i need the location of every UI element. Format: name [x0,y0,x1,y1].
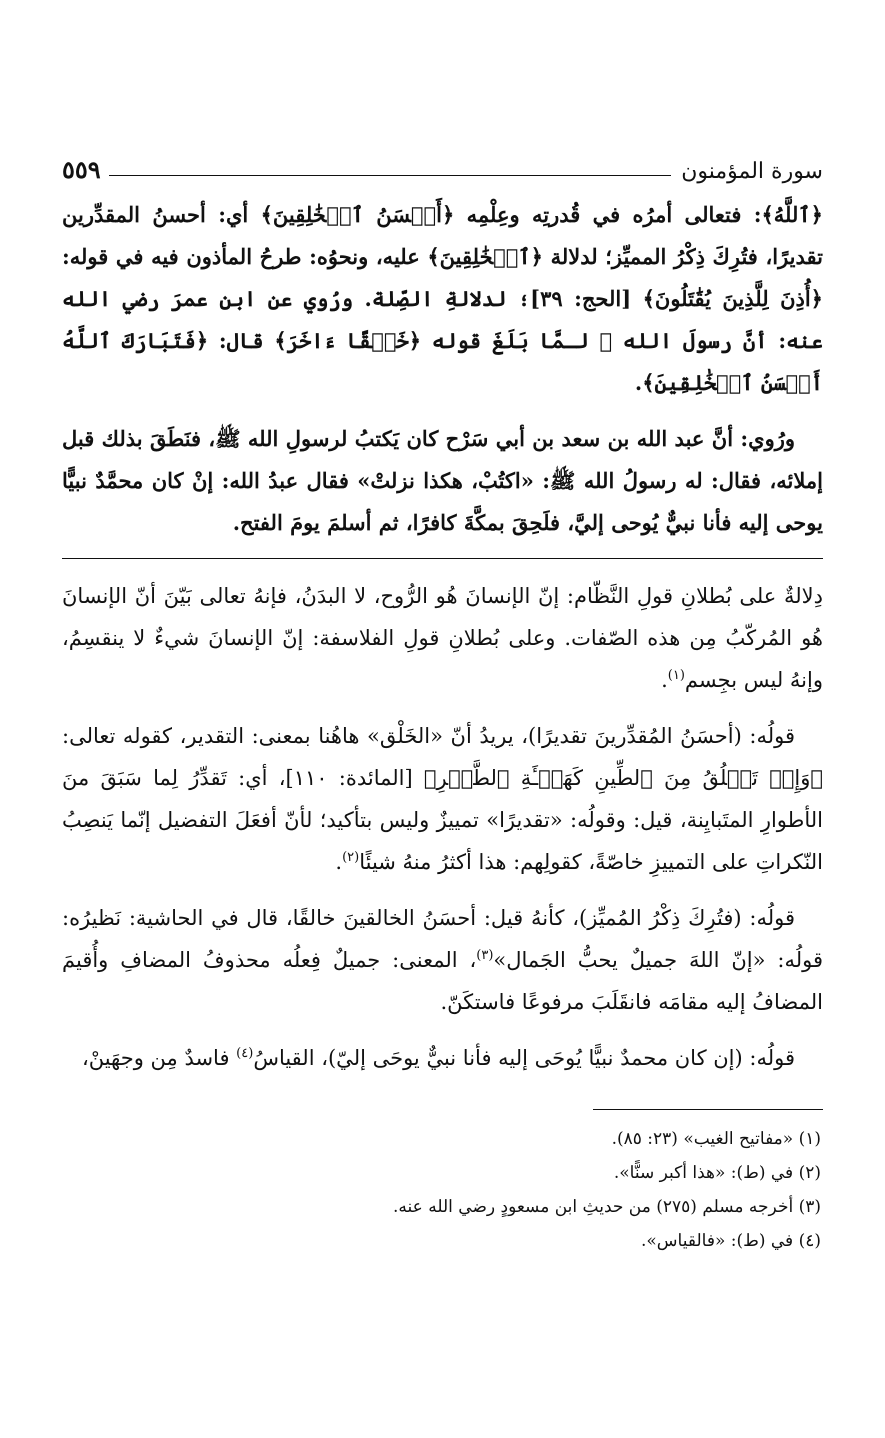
footnote-separator [593,1109,823,1110]
footnote-4: (٤) في (ط): «فالقياس». [641,1231,821,1251]
c1-line-1: دِلالةٌ على بُطلانِ قولِ النَّظّام: إنّ الإنسانَ هُو الرُّوح، لا البدَنُ، فإنهُ تعالى بَيّنَ أنّ الإنسانَ [62,584,823,608]
commentary-paragraph-3 [62,897,823,1023]
main-p2-line-1: ورُوي: أنَّ عبد الله بن سعد بن أبي سَرْح كان يَكتبُ لرسولِ الله ﷺ، فنَطَقَ [149,426,795,451]
footnote-ref-1[interactable]: (١) [667,668,685,683]
c2-line-4: التمييزِ خاصّةً، كقولِهم: هذا أكثرُ منهُ شيئًا [359,850,706,874]
c2-line-2: ﴿وَإِذۡ تَخۡلُقُ مِنَ ٱلطِّينِ كَهَيۡـَٔةِ ٱلطَّيۡرِ﴾ [المائدة: ١١٠]، أي: تَقدِّرُ لِما سَبَقَ منَ الأطوارِ المتَبايِنة، [62,766,823,832]
footnote-2: (٢) في (ط): «هذا أكبر سنًّا». [613,1163,821,1183]
c1-line-2: هُو المُركّبُ مِن هذه الصّفات. وعلى بُطلانِ قولِ الفلاسفة: إنّ الإنسانَ شيءٌ لا ينقسِمُ، وإنهُ [62,626,823,692]
footnote-ref-4[interactable]: (٤) [236,1046,254,1061]
c2-line-1: قولُه: (أحسَنُ المُقدِّرينَ تقديرًا)، يريدُ أنّ «الخَلْق» هاهُنا بمعنى: التقدير، كقوله تعالى: [62,724,795,748]
footnote-1: (١) «مفاتيح الغيب» (٢٣: ٨٥). [611,1129,821,1149]
c4-line-1b: فاسدٌ مِن وجهَينْ، [81,1046,237,1070]
c1-line-3: ليس بجِسم [684,668,784,692]
commentary-paragraph-4 [62,1037,823,1079]
main-p1-line-1: ﴿ٱللَّهُ﴾: فتعالى أمرُه في قُدرتِه وعِلْمِه ﴿أَحۡسَنُ ٱلۡخَٰلِقِينَ﴾ أي: أحسنُ المقدِّرين تقديرًا، [62,202,823,269]
c3-line-3: مقامَه فانقَلَبَ مرفوعًا فاستكَنّ. [440,990,710,1014]
c4-line-1a: قولُه: (إن كان محمدٌ نبيًّا يُوحَى إليه فأنا نبيٌّ يوحَى إليّ)، القياسُ [253,1046,795,1070]
commentary-paragraph-1: دِلالةٌ على بُطلانِ قولِ النَّظّام: إنّ الإنسانَ هُو الرُّوح، لا البدَنُ، فإنهُ تعالى بَيّنَ أنّ الإنسانَ هُو المُركّبُ مِن هذه الصّفات. وعلى بُطلانِ قولِ الفلاسفة: إنّ الإنسانَ شيءٌ لا ينقسِمُ، وإنهُ ليس بجِسم$^{(١)}$. [62,584,823,692]
main-p1-line-2: فتُرِكَ ذِكْرُ المميِّز؛ لدلالة ﴿ٱلۡخَٰلِقِينَ﴾ عليه، ونحوُه: طرحُ المأذون فيه في قوله: ﴿أُذِنَ [62,244,823,311]
main-p1-line-3: لِلَّذِينَ يُقَٰتَلُونَ﴾ [الحج: ٣٩]؛ لدلالةِ الصِّلة. ورُوي عن ابن عمرَ رضي الله عنه: أنَّ [62,286,823,353]
footnote-ref-3[interactable]: (٣) [476,948,494,963]
c3-line-2a: قولُه: «إنّ اللهَ جميلٌ يحبُّ الجَمال» [493,948,823,972]
commentary-paragraph-2: قولُه: (أحسَنُ المُقدِّرينَ تقديرًا)، يريدُ أنّ «الخَلْق» هاهُنا بمعنى: التقدير، كقوله تعالى: ﴿وَإِذۡ تَخۡلُقُ مِنَ ٱلطِّينِ كَهَيۡـَٔةِ ٱلطَّيۡرِ﴾ [المائدة: ١١٠]، أي: تَقدِّرُ لِما سَبَقَ منَ الأطوارِ المتَبايِنة، قيل: وقولُه: «تقديرًا» تمييزٌ وليس بتأكيد؛ لأنّ أفعَلَ التفضيل إنّما يَنصِبُ النّكراتِ على التمييزِ خاصّةً، كقولِهم: هذا أكثرُ منهُ شيئًا$^{(٢)}$. [62,724,823,874]
header-rule [109,175,672,176]
main-p2-line-3: كان محمَّدٌ نبيًّا يوحى إليه فأنا نبيٌّ يُوحى إليَّ، فلَحِقَ بمكَّةَ كافرًا، ثم أسلمَ يومَ الفتح. [62,468,823,535]
page-header [62,140,823,184]
main-paragraph-1 [62,194,823,404]
surah-title: سورة المؤمنون [681,159,823,184]
page-number: ٥٥٩ [62,155,101,184]
c2-line-3: قيل: وقولُه: «تقديرًا» تمييزٌ وليس بتأكيد؛ لأنّ أفعَلَ التفضيل إنّما يَنصِبُ النّكراتِ على [62,808,823,874]
main-paragraph-2 [62,418,823,544]
c3-line-1: قولُه: (فتُرِكَ ذِكْرُ المُميِّز)، كأنهُ قيل: أحسَنُ الخالقينَ خالقًا، قال في الحاشية: نَظيرُه: [62,906,795,930]
main-commentary-separator [62,558,823,559]
footnote-ref-2[interactable]: (٢) [342,850,360,865]
main-p2-line-2: بذلك قبل إملائه، فقال: له رسولُ الله ﷺ: «اكتُبْ، هكذا نزلتْ» فقال عبدُ الله: إنْ [62,426,823,493]
c3-line-2b: ، المعنى: جميلٌ فِعلُه محذوفُ المضافِ وأُقيمَ المضافُ إليه [62,948,823,1014]
page [62,140,823,1258]
footnote-3: (٣) أخرجه مسلم (٢٧٥) من حديثِ ابن مسعودٍ رضي الله عنه. [393,1197,821,1217]
footnotes [62,1122,823,1258]
main-p1-line-4: رسولَ الله ﷺ لـمَّا بَلَغَ قوله ﴿خَلۡقًا ءَاخَرَ﴾ قال: ﴿فَتَبَارَكَ ٱللَّهُ أَحۡسَنُ ٱلۡخَٰلِقِينَ﴾. [62,328,823,395]
